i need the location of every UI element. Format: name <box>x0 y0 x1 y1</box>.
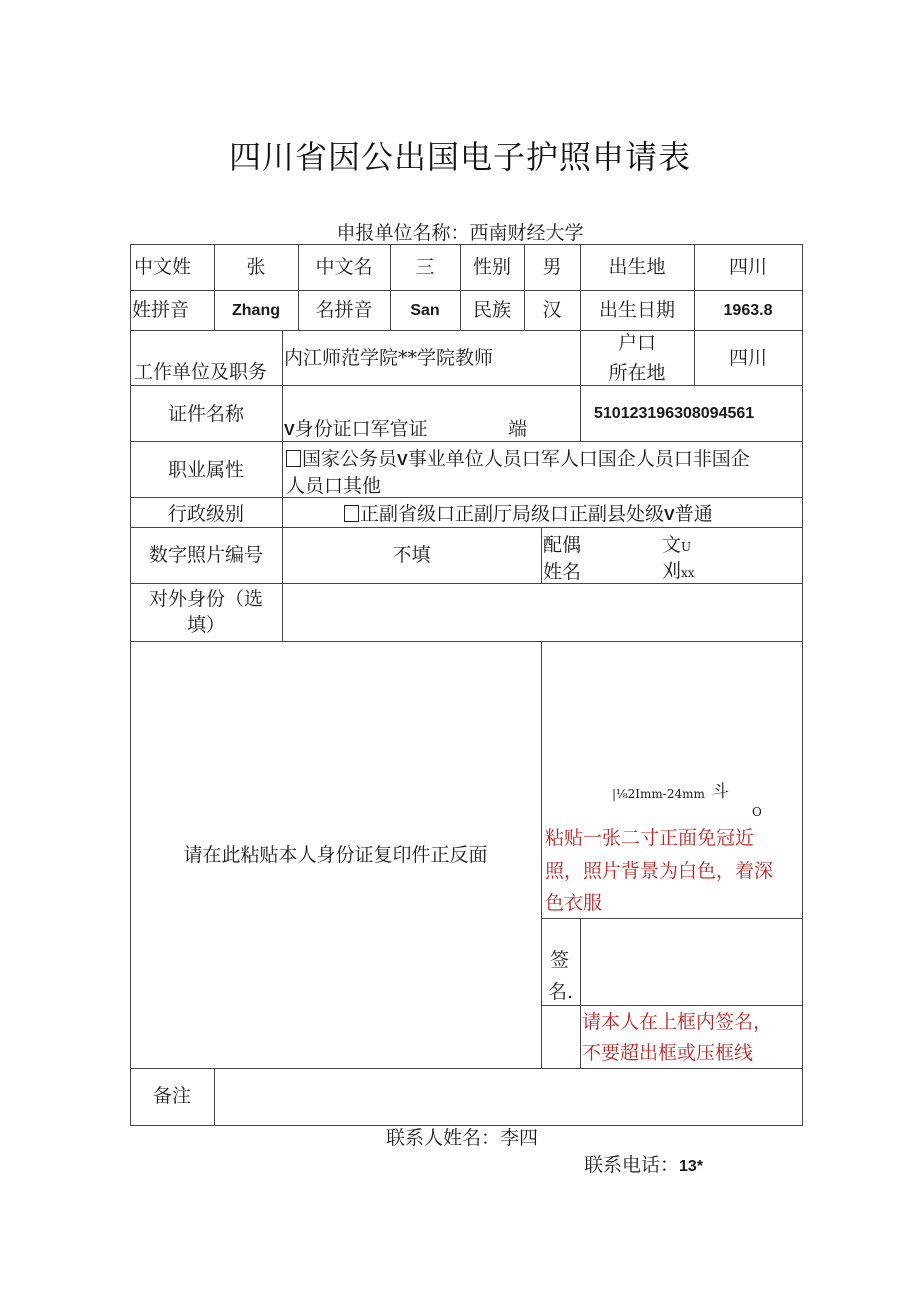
contact-phone <box>584 1156 703 1175</box>
unit-line <box>0 218 920 245</box>
sign-label-1: 签 <box>550 949 570 971</box>
ethnicity-value: 汉 <box>542 299 562 321</box>
occupation-line-1 <box>286 450 750 469</box>
hukou-label-2: 所在地 <box>608 362 666 384</box>
occupation-check-mark: V <box>397 452 408 469</box>
occupation-line-2: 人员口其他 <box>286 475 382 497</box>
given-pinyin-label: 名拼音 <box>315 299 373 321</box>
level-options <box>344 505 713 524</box>
foreign-label-2: 填） <box>186 614 225 636</box>
remark-label: 备注 <box>152 1085 191 1107</box>
level-label: 行政级别 <box>167 503 244 525</box>
level-check-mark: V <box>664 507 675 524</box>
id-label: 证件名称 <box>167 403 244 425</box>
id-extra: 端 <box>508 418 528 440</box>
contact-name <box>386 1129 538 1148</box>
photo-size-note: |⅛2Imm-24mm <box>612 787 705 801</box>
occupation-line1b-text: 事业单位人员口军人口国企人员口非国企 <box>407 448 750 470</box>
cn-given-value: 三 <box>415 256 435 278</box>
ethnicity-label: 民族 <box>472 299 511 321</box>
spouse-name-note: xx <box>681 566 695 580</box>
level-options-text: 正副省级口正副厅局级口正副县处级 <box>360 503 665 525</box>
cn-surname-label: 中文姓 <box>134 256 192 278</box>
id-number: 510123196308094561 <box>594 405 755 422</box>
sign-note-1: 请本人在上框内签名， <box>582 1011 773 1033</box>
spouse-label-1: 配偶 <box>543 534 582 556</box>
photo-note-3: 色衣服 <box>545 892 603 914</box>
hukou-label-1: 户口 <box>617 332 656 354</box>
spouse-label-2: 姓名 <box>543 561 582 583</box>
photo-mark-2: O <box>752 805 762 819</box>
occupation-line1-text: 国家公务员 <box>302 448 398 470</box>
occupation-label: 职业属性 <box>167 459 244 481</box>
id-options <box>284 420 428 439</box>
photo-note-2: 照，照片背景为白色，着深 <box>545 860 774 882</box>
photo-number-label: 数字照片编号 <box>148 544 263 566</box>
contact-name-value: 李四 <box>500 1127 539 1149</box>
sign-note-2: 不要超出框或压框线 <box>582 1042 754 1064</box>
spouse-name <box>662 562 695 581</box>
birthplace-label: 出生地 <box>608 256 666 278</box>
work-label: 工作单位及职务 <box>134 361 268 383</box>
gender-value: 男 <box>542 256 562 278</box>
page-title: 四川省因公出国电子护照申请表 <box>228 138 691 176</box>
signature-box[interactable] <box>581 919 802 1005</box>
unit-value: 西南财经大学 <box>469 222 584 244</box>
unit-label: 申报单位名称： <box>336 222 470 244</box>
contact-name-label: 联系人姓名： <box>386 1127 501 1149</box>
id-copy-instruction: 请在此粘贴本人身份证复印件正反面 <box>183 844 488 866</box>
spouse-name-char: 刈 <box>662 560 682 582</box>
work-value: 内江师范学院**学院教师 <box>284 347 494 369</box>
spouse-top-note: U <box>681 540 692 554</box>
hukou-value: 四川 <box>728 347 767 369</box>
birthdate-value: 1963.8 <box>723 302 773 319</box>
spouse-top-char: 文 <box>662 534 682 556</box>
checkbox-icon <box>344 505 359 522</box>
gender-label: 性别 <box>472 256 511 278</box>
cn-given-label: 中文名 <box>315 256 373 278</box>
spouse-top <box>662 536 691 555</box>
id-options-text: 身份证口军官证 <box>294 418 428 440</box>
photo-size-mark: 斗 <box>712 782 729 802</box>
foreign-label-1: 对外身份（选 <box>148 588 263 610</box>
photo-number-value: 不填 <box>392 544 431 566</box>
checkbox-icon <box>286 450 301 467</box>
surname-pinyin-value: Zhang <box>232 302 280 319</box>
surname-pinyin-label: 姓拼音 <box>132 299 190 321</box>
birthplace-value: 四川 <box>728 256 767 278</box>
id-check-mark: V <box>284 422 295 439</box>
given-pinyin-value: San <box>410 302 440 319</box>
photo-note-1: 粘贴一张二寸正面免冠近 <box>545 827 755 849</box>
cn-surname-value: 张 <box>246 256 266 278</box>
contact-phone-label: 联系电话： <box>584 1154 680 1176</box>
birthdate-label: 出生日期 <box>598 299 675 321</box>
level-last-text: 普通 <box>674 503 713 525</box>
sign-label-2: 名. <box>548 981 574 1003</box>
contact-phone-value: 13* <box>679 1158 704 1175</box>
